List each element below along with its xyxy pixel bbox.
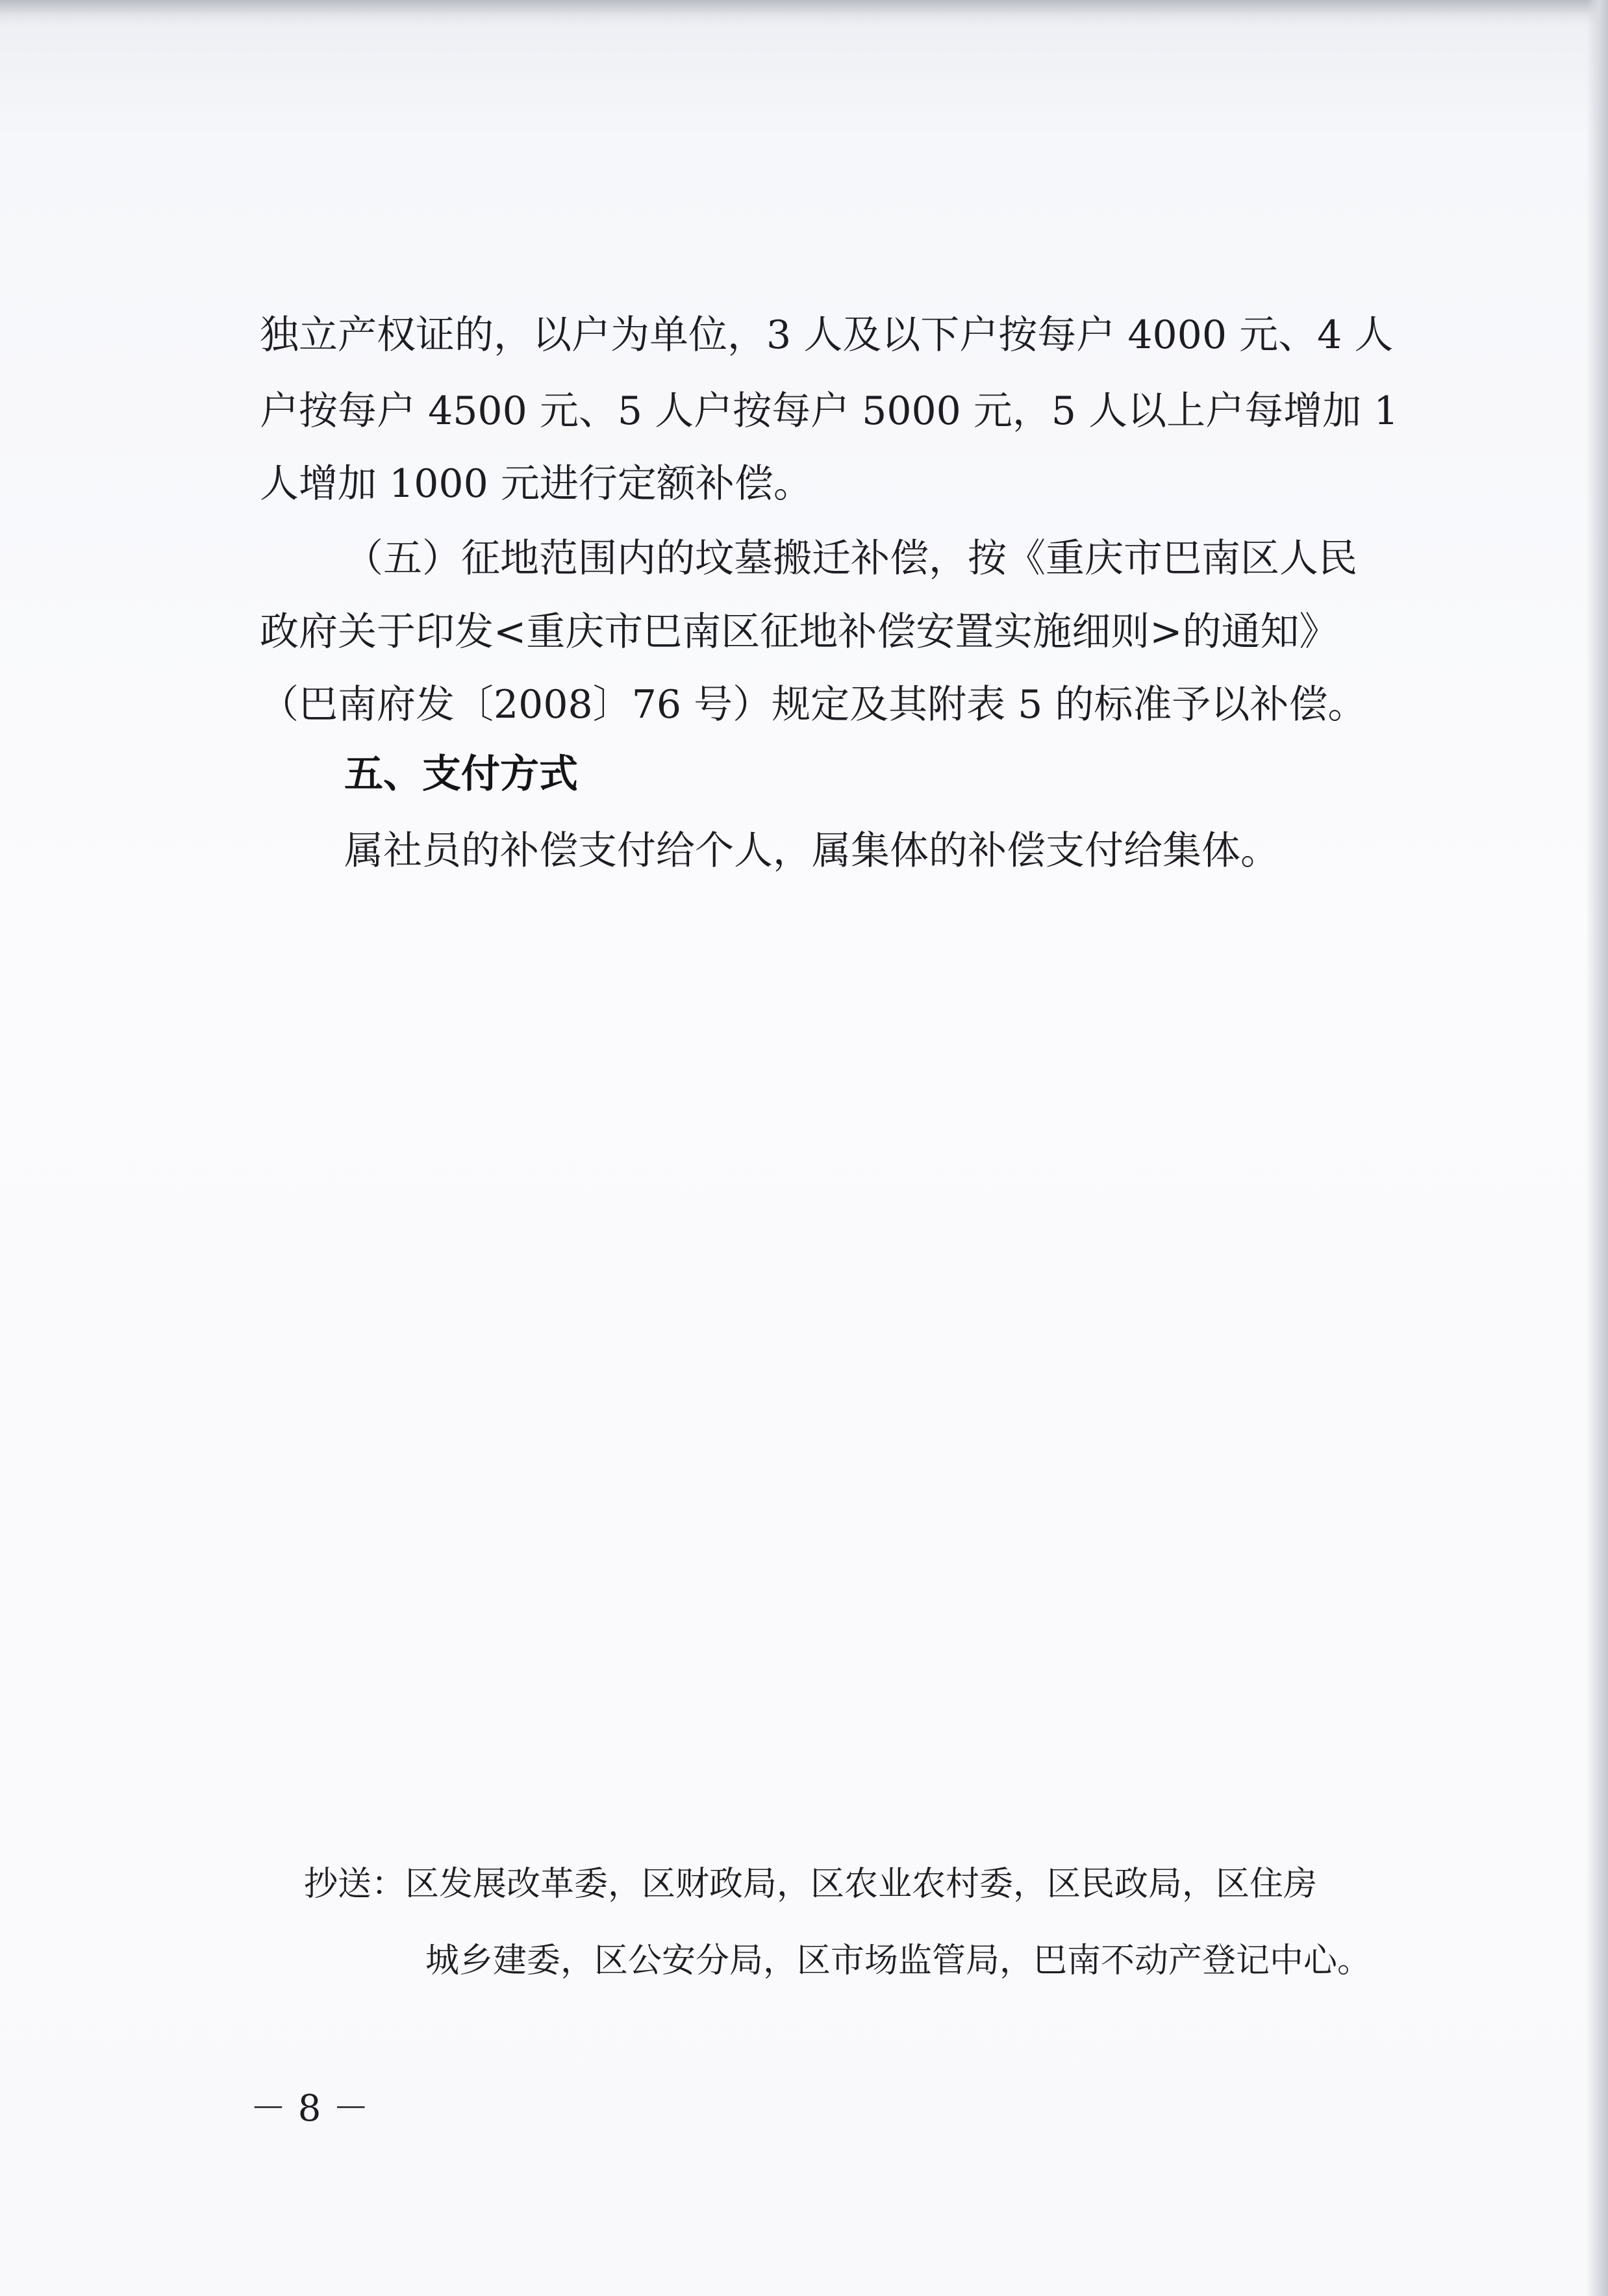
page-number: － 8 － bbox=[250, 2088, 370, 2130]
paragraph-line: 人增加 1000 元进行定额补偿。 bbox=[260, 461, 812, 507]
paragraph-line: （五）征地范围内的坟墓搬迁补偿，按《重庆市巴南区人民 bbox=[344, 536, 1357, 581]
cc-list-line: 城乡建委，区公安分局，区市场监管局，巴南不动产登记中心。 bbox=[425, 1941, 1372, 1980]
paragraph-line: 户按每户 4500 元、5 人户按每户 5000 元，5 人以上户每增加 1 bbox=[260, 388, 1399, 434]
paragraph-line: 政府关于印发<重庆市巴南区征地补偿安置实施细则>的通知》 bbox=[260, 609, 1338, 655]
scan-right-edge bbox=[1586, 0, 1608, 2296]
section-body: 属社员的补偿支付给个人，属集体的补偿支付给集体。 bbox=[344, 828, 1279, 874]
paragraph-line: （巴南府发〔2008〕76 号）规定及其附表 5 的标准予以补偿。 bbox=[260, 682, 1367, 727]
cc-list-line: 抄送：区发展改革委，区财政局，区农业农村委，区民政局，区住房 bbox=[304, 1865, 1318, 1904]
paragraph-line: 独立产权证的，以户为单位，3 人及以下户按每户 4000 元、4 人 bbox=[260, 312, 1394, 358]
section-heading: 五、支付方式 bbox=[344, 751, 578, 797]
scan-top-shadow bbox=[0, 0, 1608, 26]
